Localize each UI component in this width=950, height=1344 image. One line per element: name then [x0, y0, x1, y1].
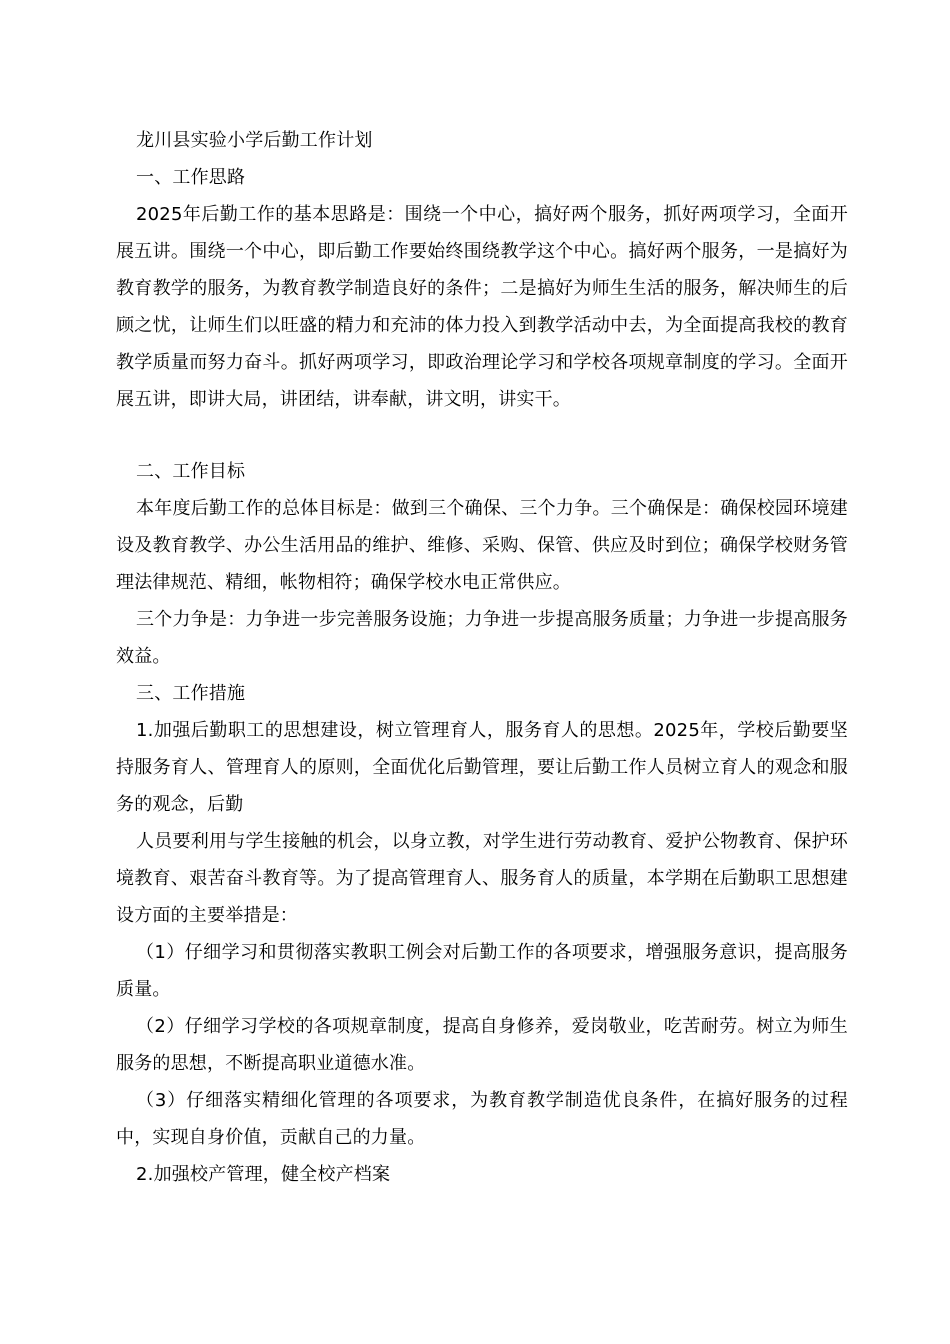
measure-item-1-continued: 人员要利用与学生接触的机会，以身立教，对学生进行劳动教育、爱护公物教育、保护环境教育、艰苦奋斗教育等。为了提高管理育人、服务育人的质量，本学期在后勤职工思想建设方面的主要举措是：: [116, 831, 848, 926]
section-heading-3: 三、工作措施: [136, 683, 246, 704]
section-2-paragraph-2: 三个力争是：力争进一步完善服务设施；力争进一步提高服务质量；力争进一步提高服务效益。: [116, 609, 848, 667]
document-body: [116, 122, 848, 1193]
blank-line: [116, 418, 848, 453]
section-heading-1: 一、工作思路: [136, 167, 246, 188]
section-2-paragraph-1: 本年度后勤工作的总体目标是：做到三个确保、三个力争。三个确保是：确保校园环境建设及教育教学、办公生活用品的维护、维修、采购、保管、供应及时到位；确保学校财务管理法律规范、精细，帐物相符；确保学校水电正常供应。: [116, 498, 848, 593]
section-1-paragraph: 2025年后勤工作的基本思路是：围绕一个中心，搞好两个服务，抓好两项学习，全面开展五讲。围绕一个中心，即后勤工作要始终围绕教学这个中心。搞好两个服务，一是搞好为教育教学的服务，为教育教学制造良好的条件；二是搞好为师生生活的服务，解决师生的后顾之忧，让师生们以旺盛的精力和充沛的体力投入到教学活动中去，为全面提高我校的教育教学质量而努力奋斗。抓好两项学习，即政治理论学习和学校各项规章制度的学习。全面开展五讲，即讲大局，讲团结，讲奉献，讲文明，讲实干。: [116, 204, 848, 410]
measure-subitem-3: （3）仔细落实精细化管理的各项要求，为教育教学制造优良条件，在搞好服务的过程中，实现自身价值，贡献自己的力量。: [116, 1090, 848, 1148]
measure-item-1: 1.加强后勤职工的思想建设，树立管理育人，服务育人的思想。2025年，学校后勤要坚持服务育人、管理育人的原则，全面优化后勤管理，要让后勤工作人员树立育人的观念和服务的观念，后勤: [116, 720, 848, 815]
measure-item-2: 2.加强校产管理，健全校产档案: [136, 1164, 391, 1185]
document-title: 龙川县实验小学后勤工作计划: [136, 130, 373, 151]
measure-subitem-1: （1）仔细学习和贯彻落实教职工例会对后勤工作的各项要求，增强服务意识，提高服务质量。: [116, 942, 848, 1000]
section-heading-2: 二、工作目标: [136, 461, 246, 482]
measure-subitem-2: （2）仔细学习学校的各项规章制度，提高自身修养，爱岗敬业，吃苦耐劳。树立为师生服务的思想，不断提高职业道德水准。: [116, 1016, 848, 1074]
